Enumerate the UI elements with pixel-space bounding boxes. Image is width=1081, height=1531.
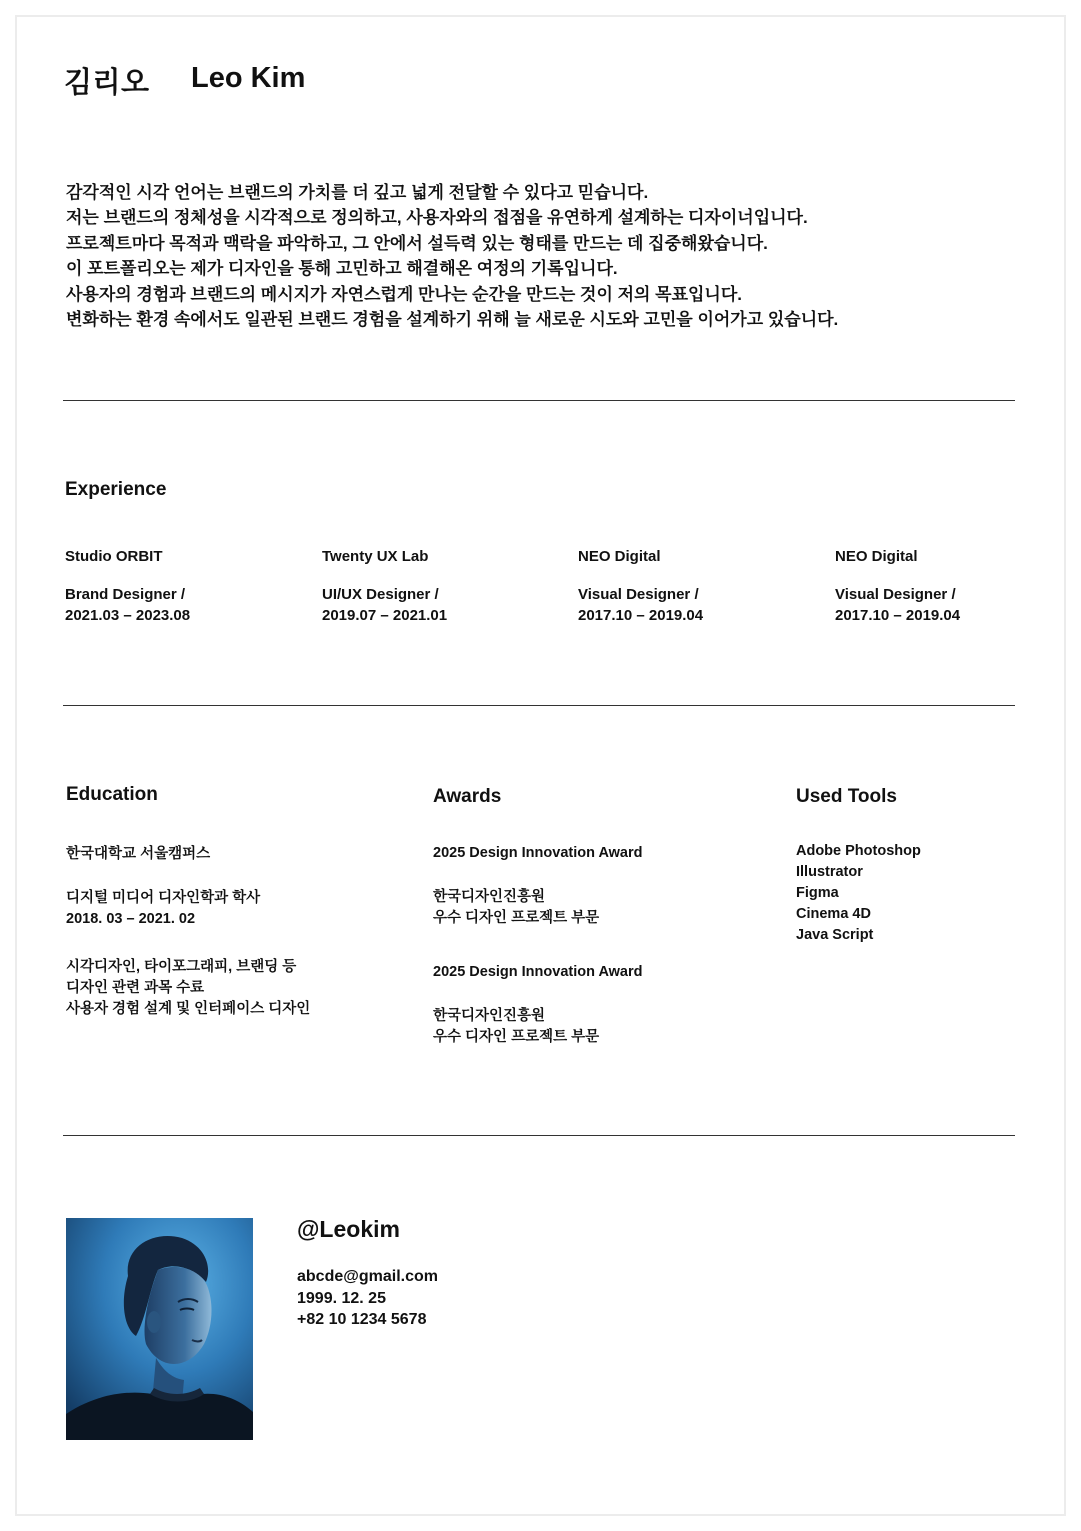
experience-role: UI/UX Designer / bbox=[322, 586, 439, 603]
education-school: 한국대학교 서울캠퍼스 bbox=[66, 846, 211, 862]
intro-statement bbox=[66, 180, 1026, 332]
name-english: Leo Kim bbox=[191, 62, 306, 94]
award-name: 2025 Design Innovation Award bbox=[433, 845, 643, 861]
experience-role: Visual Designer / bbox=[578, 586, 699, 603]
experience-period: 2017.10 – 2019.04 bbox=[835, 607, 961, 624]
awards-title: Awards bbox=[433, 786, 502, 807]
course-line: 시각디자인, 타이포그래피, 브랜딩 등 bbox=[66, 959, 297, 975]
award-detail bbox=[433, 887, 599, 929]
intro-line: 감각적인 시각 언어는 브랜드의 가치를 더 깊고 넓게 전달할 수 있다고 믿습니다. bbox=[66, 183, 649, 202]
tool-item: Java Script bbox=[796, 927, 874, 943]
experience-item bbox=[578, 546, 818, 626]
portrait-illustration bbox=[66, 1218, 253, 1440]
intro-line: 사용자의 경험과 브랜드의 메시지가 자연스럽게 만나는 순간을 만드는 것이 저의 목표입니다. bbox=[66, 284, 742, 304]
experience-role: Visual Designer / bbox=[835, 586, 956, 603]
experience-company: Twenty UX Lab bbox=[322, 548, 429, 565]
profile-photo bbox=[66, 1218, 253, 1440]
experience-item bbox=[322, 546, 562, 626]
experience-company: NEO Digital bbox=[835, 548, 918, 565]
education-degree: 디지털 미디어 디자인학과 학사 bbox=[66, 890, 261, 906]
experience-role: Brand Designer / bbox=[65, 586, 186, 603]
tools-list bbox=[796, 841, 921, 946]
experience-period: 2021.03 – 2023.08 bbox=[65, 607, 191, 624]
experience-title: Experience bbox=[65, 479, 167, 500]
experience-item bbox=[835, 546, 1075, 626]
divider bbox=[63, 400, 1015, 401]
education-period: 2018. 03 – 2021. 02 bbox=[66, 911, 196, 927]
intro-line: 프로젝트마다 목적과 맥락을 파악하고, 그 안에서 설득력 있는 형태를 만드는 데 집중해왔습니다. bbox=[66, 233, 768, 253]
contact-email[interactable]: abcde@gmail.com bbox=[297, 1268, 438, 1285]
name-korean: 김리오 bbox=[64, 67, 150, 99]
education-title: Education bbox=[66, 784, 158, 805]
social-handle: @Leokim bbox=[297, 1216, 400, 1242]
tool-item: Adobe Photoshop bbox=[796, 843, 921, 859]
experience-item bbox=[65, 546, 305, 626]
experience-period: 2017.10 – 2019.04 bbox=[578, 607, 704, 624]
award-detail bbox=[433, 1006, 599, 1048]
contact-birthdate: 1999. 12. 25 bbox=[297, 1289, 386, 1307]
award-org: 한국디자인진흥원 bbox=[433, 1008, 546, 1024]
tools-title: Used Tools bbox=[796, 786, 897, 807]
education-courses bbox=[66, 957, 310, 1020]
contact-info bbox=[297, 1266, 438, 1331]
tool-item: Figma bbox=[796, 885, 839, 901]
intro-line: 이 포트폴리오는 제가 디자인을 통해 고민하고 해결해온 여정의 기록입니다. bbox=[66, 259, 618, 279]
intro-line: 저는 브랜드의 정체성을 시각적으로 정의하고, 사용자와의 접점을 유연하게 설계하는 디자이너입니다. bbox=[66, 208, 808, 228]
divider bbox=[63, 1135, 1015, 1136]
experience-period: 2019.07 – 2021.01 bbox=[322, 607, 448, 624]
course-line: 디자인 관련 과목 수료 bbox=[66, 980, 205, 996]
education-degree-block bbox=[66, 888, 260, 930]
contact-phone[interactable]: +82 10 1234 5678 bbox=[297, 1311, 427, 1328]
divider bbox=[63, 705, 1015, 706]
award-category: 우수 디자인 프로젝트 부문 bbox=[433, 910, 600, 926]
tool-item: Illustrator bbox=[796, 864, 863, 880]
intro-line: 변화하는 환경 속에서도 일관된 브랜드 경험을 설계하기 위해 늘 새로운 시도와 고민을 이어가고 있습니다. bbox=[66, 310, 839, 330]
tool-item: Cinema 4D bbox=[796, 906, 871, 922]
award-org: 한국디자인진흥원 bbox=[433, 889, 546, 905]
experience-company: Studio ORBIT bbox=[65, 548, 163, 565]
course-line: 사용자 경험 설계 및 인터페이스 디자인 bbox=[66, 1001, 311, 1017]
award-name: 2025 Design Innovation Award bbox=[433, 964, 643, 980]
award-category: 우수 디자인 프로젝트 부문 bbox=[433, 1029, 600, 1045]
experience-company: NEO Digital bbox=[578, 548, 661, 565]
